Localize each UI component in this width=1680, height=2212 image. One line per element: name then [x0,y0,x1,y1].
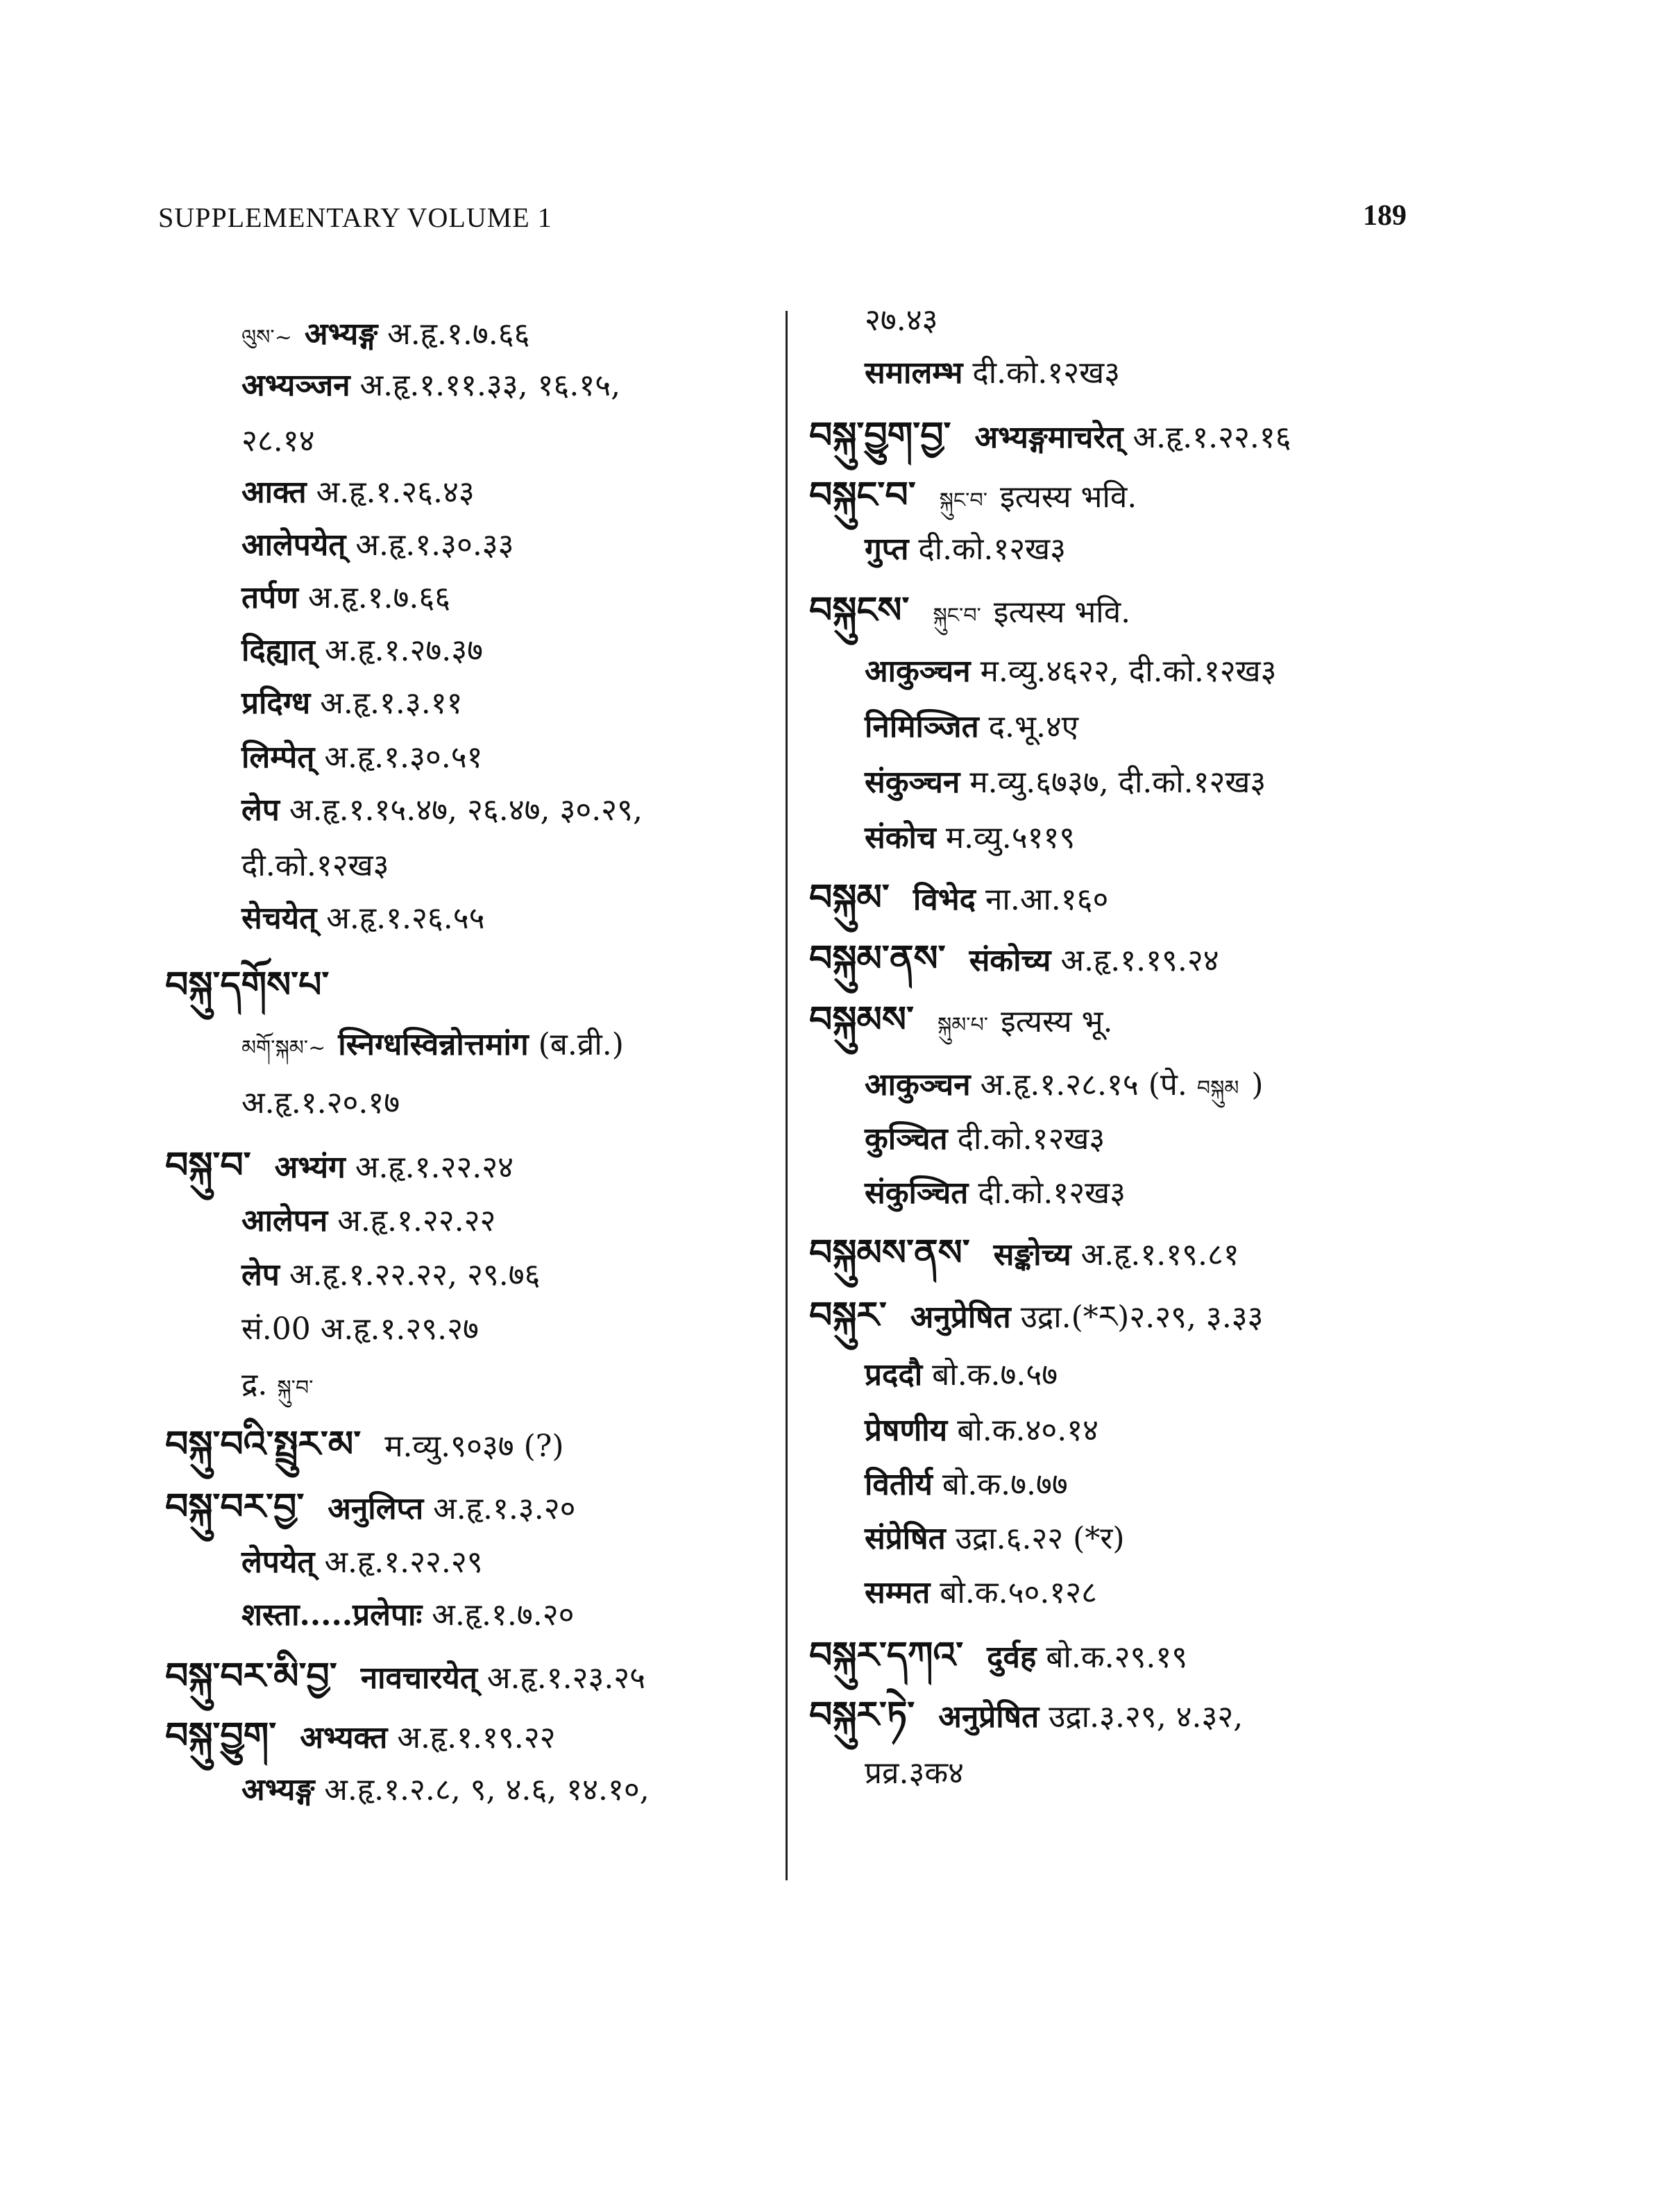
sanskrit-equivalent: अभ्यञ्जन [241,368,350,403]
source-reference: दी.को.१२ख३ [241,848,389,883]
source-reference: अ.हृ.१.२७.३७ [324,633,484,668]
source-reference: म.व्यु.४६२२, दी.को.१२ख३ [980,654,1277,689]
tibetan-note: ལུས་~ [241,325,292,350]
source-reference: अ.हृ.१.२६.५५ [326,901,485,936]
tibetan-note: སྐུམ་པ་ [937,1013,989,1037]
source-reference: ) [1251,1067,1264,1103]
source-reference: अ.हृ.१.२.८, ९, ४.६, १४.१०, [324,1772,650,1807]
source-reference: दी.को.१२ख३ [972,355,1120,391]
source-reference: ना.आ.१६० [985,882,1109,917]
source-reference: अ.हृ.१.७.६६ [387,316,530,352]
source-reference: म.व्यु.६७३७, दी.को.१२ख३ [969,765,1266,800]
source-reference: बो.क.७.५७ [932,1357,1058,1393]
source-reference: अ.हृ.१.११.३३, १६.१५, [359,368,621,403]
source-reference: उद्रा.३.२९, ४.३२, [1049,1699,1244,1735]
source-reference: (ब.व्री.) [538,1027,624,1062]
source-reference: अ.हृ.१.२२.२२, २९.७६ [289,1257,541,1293]
sanskrit-equivalent: आक्त [241,475,307,510]
sanskrit-equivalent: विभेद [913,882,976,917]
source-reference: दी.को.१२ख३ [978,1175,1126,1211]
sanskrit-equivalent: दुर्वह [987,1640,1037,1675]
sanskrit-equivalent: आकुञ्चन [865,654,971,689]
source-reference: अ.हृ.१.३.११ [320,686,463,721]
sanskrit-equivalent: लिम्पेत् [241,740,315,775]
source-reference: म.व्यु.९०३७ (?) [384,1429,564,1464]
source-reference: प्रव्र.३क४ [865,1755,965,1791]
source-reference: अ.हृ.१.१९.२२ [397,1720,556,1755]
source-reference: अ.हृ.१.२२.२२ [337,1203,496,1239]
source-reference: इत्यस्य भवि. [993,595,1131,630]
sanskrit-equivalent: निमिञ्जित [865,709,979,745]
source-reference: अ.हृ.१.१९.८१ [1080,1237,1239,1273]
source-reference: अ.हृ.१.२२.१६ [1132,420,1291,455]
tibetan-note: སྐུང་བ་ [933,604,981,628]
tibetan-headword: བསྐུ་བར་མི་བྱ་ [165,1655,337,1697]
source-reference: दी.को.१२ख३ [918,531,1066,567]
sanskrit-equivalent: अनुप्रेषित [938,1699,1040,1735]
column-divider [786,311,788,1880]
source-reference: इत्यस्य भवि. [1000,479,1137,515]
sanskrit-equivalent: अभ्यंग [274,1150,346,1185]
tibetan-headword: བསྐུམས་ནས་ [809,1232,970,1274]
source-reference: अ.हृ.१.१९.२४ [1060,943,1219,978]
page-number: 189 [1363,200,1407,232]
tibetan-headword: བསྐུམ་ནས་ [809,937,946,980]
tibetan-headword: བསྐུ་བའི་སྤྲུར་མ་ [165,1423,362,1465]
sanskrit-equivalent: संकुञ्चन [865,765,960,800]
source-reference: सं.00 अ.हृ.१.२९.२७ [241,1311,479,1347]
sanskrit-equivalent: वितीर्य [865,1467,933,1502]
tibetan-headword: བསྐུ་བྱུག་ [165,1715,277,1757]
sanskrit-equivalent: सम्मत [865,1575,931,1610]
sanskrit-equivalent: संकोच्य [969,943,1051,978]
sanskrit-equivalent: दिह्यात् [241,633,315,668]
sanskrit-equivalent: कुञ्चित [865,1121,948,1157]
source-reference: द्र. [241,1367,268,1402]
sanskrit-equivalent: आलेपयेत् [241,527,346,563]
source-reference: बो.क.५०.१२८ [940,1575,1097,1610]
sanskrit-equivalent: गुप्त [865,531,909,567]
sanskrit-equivalent: लेप [241,1257,280,1293]
source-reference: अ.हृ.१.२२.२९ [324,1545,483,1580]
sanskrit-equivalent: संप्रेषित [865,1521,946,1556]
source-reference: अ.हृ.१.२३.२५ [486,1660,646,1696]
sanskrit-equivalent: प्रेषणीय [865,1413,948,1448]
source-reference: अ.हृ.१.२०.१७ [241,1085,400,1121]
sanskrit-equivalent: अभ्यङ्ग [304,316,378,352]
sanskrit-equivalent: अभ्यक्त [300,1720,388,1755]
sanskrit-equivalent: सेचयेत् [241,901,317,936]
tibetan-headword: བསྐུ་བྱུག་བྱ་ [809,414,951,457]
sanskrit-equivalent: प्रदिग्ध [241,686,311,721]
sanskrit-equivalent: सङ्कोच्य [993,1237,1071,1273]
sanskrit-equivalent: संकोच [865,820,936,856]
source-reference: द.भू.४ए [988,709,1079,745]
source-reference: अ.हृ.१.७.६६ [307,580,451,615]
tibetan-headword: བསྐུ་དགོས་པ་ [165,964,330,1006]
sanskrit-equivalent: प्रददौ [865,1357,923,1393]
tibetan-headword: བསྐུང་བ་ [809,474,916,516]
tibetan-note: སྐུ་བ་ [277,1376,314,1400]
tibetan-headword: བསྐུར་དཀའ་ [809,1634,964,1676]
running-head: SUPPLEMENTARY VOLUME 1 [158,202,552,233]
source-reference: दी.को.१२ख३ [957,1121,1105,1157]
source-reference: अ.हृ.१.३०.५१ [324,740,483,775]
source-reference: उद्रा.६.२२ (*र) [955,1521,1125,1556]
source-reference: अ.हृ.१.३०.३३ [355,527,514,563]
tibetan-headword: བསྐུ་བ་ [165,1144,251,1186]
source-reference: उद्रा.(*ར)२.२९, ३.३३ [1020,1300,1264,1335]
tibetan-headword: བསྐུམས་ [809,998,914,1041]
source-reference: अ.हृ.१.२२.२४ [355,1150,514,1185]
tibetan-headword: བསྐུར་ཏེ་ [809,1694,915,1736]
source-reference: इत्यस्य भू. [1001,1004,1113,1039]
source-reference: २७.४३ [865,303,938,338]
tibetan-headword: བསྐུམ་ [809,876,890,919]
tibetan-headword: བསྐུར་ [809,1294,887,1336]
sanskrit-equivalent: अभ्यङ्गमाचरेत् [974,420,1123,455]
tibetan-note: མགོ་སྐམ་~ [241,1036,326,1060]
source-reference: अ.हृ.१.७.२० [432,1597,575,1633]
sanskrit-equivalent: समालम्भ [865,355,963,391]
sanskrit-equivalent: लेपयेत् [241,1545,315,1580]
source-reference: अ.हृ.१.१५.४७, २६.४७, ३०.२९, [289,792,643,828]
sanskrit-equivalent: संकुञ्चित [865,1175,969,1211]
sanskrit-equivalent: अभ्यङ्ग [241,1772,315,1807]
source-reference: बो.क.७.७७ [942,1467,1068,1502]
source-reference: अ.हृ.१.२८.१५ (पे. [980,1067,1187,1103]
source-reference: बो.क.२९.१९ [1046,1640,1188,1675]
sanskrit-equivalent: नावचारयेत् [360,1660,477,1696]
sanskrit-equivalent: तर्पण [241,580,298,615]
source-reference: म.व्यु.५११९ [945,820,1076,856]
source-reference: अ.हृ.१.३.२० [433,1491,576,1526]
source-reference: अ.हृ.१.२६.४३ [316,475,475,510]
tibetan-headword: བསྐུ་བར་བྱ་ [165,1486,305,1528]
source-reference: बो.क.४०.१४ [957,1413,1098,1448]
tibetan-note: སྐུང་བ་ [939,488,987,513]
sanskrit-equivalent: आकुञ्चन [865,1067,971,1103]
sanskrit-equivalent: स्निग्धस्विन्नोत्तमांग [338,1027,529,1062]
sanskrit-equivalent: अनुलिप्त [328,1491,424,1526]
tibetan-note: བསྐུམ [1196,1076,1239,1100]
sanskrit-equivalent: आलेपन [241,1203,328,1239]
sanskrit-equivalent: लेप [241,792,280,828]
source-reference: २८.१४ [241,423,315,459]
sanskrit-equivalent: शस्ता.....प्रलेपाः [241,1597,423,1633]
sanskrit-equivalent: अनुप्रेषित [910,1300,1011,1335]
tibetan-headword: བསྐུངས་ [809,589,910,631]
